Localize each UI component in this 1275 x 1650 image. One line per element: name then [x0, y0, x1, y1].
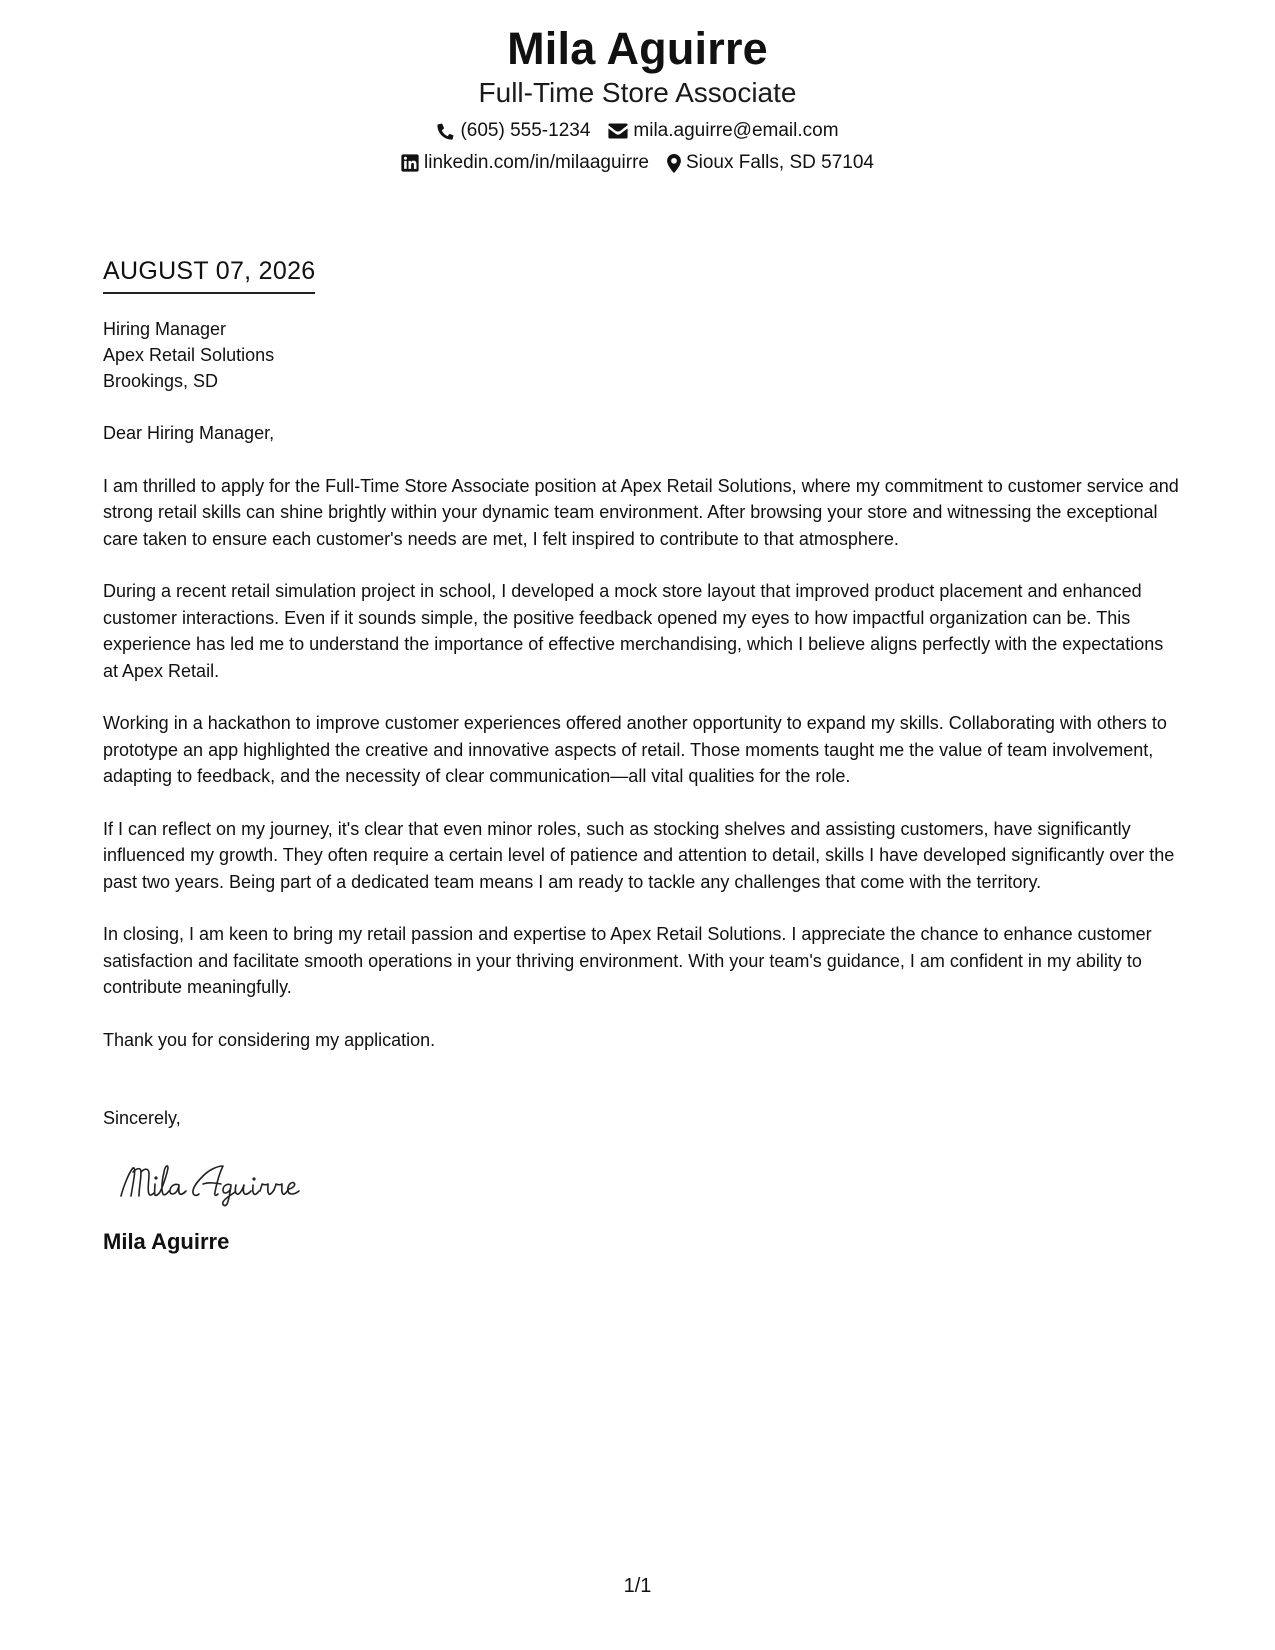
recipient-location: Brookings, SD: [103, 371, 219, 391]
recipient-company: Apex Retail Solutions: [103, 345, 275, 365]
map-pin-icon: [667, 154, 681, 173]
linkedin-icon: [401, 154, 419, 172]
body-paragraph: Thank you for considering my application.: [103, 1029, 436, 1050]
contact-linkedin: [401, 151, 649, 175]
phone-number: (605) 555-1234: [460, 120, 591, 141]
handwritten-signature: [117, 1158, 347, 1208]
contact-line-primary: [0, 119, 1275, 143]
resume-header: [0, 22, 1275, 175]
recipient-name: Hiring Manager: [103, 319, 227, 339]
cover-letter-body: [103, 256, 1183, 1256]
recipient-block: [103, 316, 1183, 394]
body-paragraph: In closing, I am keen to bring my retail passion and expertise to Apex Retail Solutions. I appreciate the chance to enhance customer satisfaction and facilitate smooth operations in your thriving environment. With your team's guidance, I am confident in my ability to contribute meaningfully.: [103, 924, 1152, 997]
phone-icon: [436, 122, 455, 141]
contact-line-secondary: [0, 151, 1275, 175]
letter-date: AUGUST 07, 2026: [103, 256, 315, 294]
job-title: Full-Time Store Associate: [478, 77, 797, 108]
salutation: Dear Hiring Manager,: [103, 423, 275, 443]
body-paragraph: I am thrilled to apply for the Full-Time Store Associate position at Apex Retail Solutions, where my commitment to customer service and strong retail skills can shine brightly within your dynamic team environment. After browsing your store and witnessing the exceptional care taken to ensure each customer's needs are met, I felt inspired to contribute to that atmosphere.: [103, 475, 1179, 549]
envelope-icon: [608, 123, 628, 139]
email-address: mila.aguirre@email.com: [633, 120, 839, 141]
contact-email: [608, 119, 838, 143]
linkedin-url: linkedin.com/in/milaaguirre: [424, 152, 649, 173]
signed-name: Mila Aguirre: [103, 1228, 230, 1254]
contact-location: [667, 151, 874, 175]
closing: Sincerely,: [103, 1108, 181, 1128]
applicant-name: Mila Aguirre: [507, 23, 768, 74]
location-text: Sioux Falls, SD 57104: [685, 152, 874, 173]
contact-phone: [436, 119, 590, 143]
body-paragraph: During a recent retail simulation project in school, I developed a mock store layout that improved product placement and enhanced customer interactions. Even if it sounds simple, the positive feedback opened my eyes to how impactful organization can be. This experience has led me to understand the importance of effective merchandising, which I believe aligns perfectly with the expectations at Apex Retail.: [103, 581, 1164, 681]
page-indicator: 1/1: [623, 1575, 652, 1597]
body-paragraph: If I can reflect on my journey, it's clear that even minor roles, such as stocking shelves and assisting customers, have significantly influenced my growth. They often require a certain level of patience and attention to detail, skills I have developed significantly over the past two years. Being part of a dedicated team means I am ready to tackle any challenges that come with the territory.: [103, 818, 1175, 892]
body-paragraph: Working in a hackathon to improve customer experiences offered another opportunity to expand my skills. Collaborating with others to prototype an app highlighted the creative and innovative aspects of retail. Those moments taught me the value of team involvement, adapting to feedback, and the necessity of clear communication—all vital qualities for the role.: [103, 713, 1167, 786]
